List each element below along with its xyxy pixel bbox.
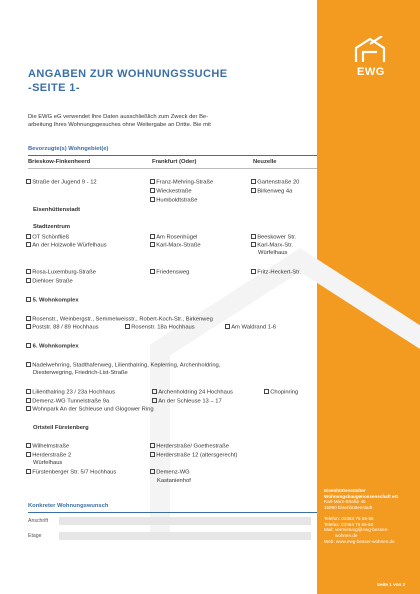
option-row[interactable]: Humboldtstraße [150,197,197,205]
column-heading-rule [28,168,317,169]
contact-web: Web: www.ewg-besser-wohnen.de [324,538,395,544]
option-continuation: Würfelhaus [258,250,288,256]
intro-text [28,113,313,129]
checkbox[interactable] [150,242,155,247]
contact-block [324,488,416,544]
stadtzentrum-heading: Stadtzentrum [33,224,71,230]
option-row[interactable]: Birkenweg 4a [251,188,292,196]
intro-line1: Die EWG eG verwendet Ihre Daten ausschließlich zum Zweck der Be- [28,114,209,120]
checkbox[interactable] [26,324,31,329]
checkbox[interactable] [26,242,31,247]
option-row[interactable]: Demenz-WG Tunnelstraße 9a [26,398,109,406]
page-title-line2: -SEITE 1- [28,82,80,94]
page-title-line1: ANGABEN ZUR WOHNUNGSSUCHE [28,68,228,80]
checkbox[interactable] [26,269,31,274]
checkbox[interactable] [26,343,31,348]
wk5-heading-row[interactable] [26,297,79,305]
option-row[interactable]: Poststr. 88 / 89 Hochhaus [26,324,99,332]
checkbox[interactable] [26,179,31,184]
wk6-heading-row[interactable] [26,343,79,351]
option-continuation: Würfelhaus [33,460,63,466]
checkbox[interactable] [26,469,31,474]
contact-mail-line1: Mail: vermietung@ewg-bessen- [324,527,389,533]
option-row[interactable]: Rosenstr., Weinbergstr., Semmelweisstr., Robert-Koch-Str., Birkenweg [26,316,213,324]
checkbox[interactable] [152,389,157,394]
checkbox[interactable] [251,269,256,274]
option-row[interactable]: Fritz-Heckert-Str. [251,269,301,277]
anschrift-label: Anschrift [28,518,49,524]
contact-fax: Telefax: 03364 75 55-60 [324,521,374,527]
anschrift-field[interactable] [59,517,311,525]
areas-heading: Bevorzugte(s) Wohngebiet(e) [28,146,109,152]
checkbox[interactable] [251,179,256,184]
wish-heading: Konkreter Wohnungswunsch [28,503,109,509]
option-row[interactable]: Gartenstraße 20 [251,179,299,187]
checkbox[interactable] [26,278,31,283]
option-row[interactable]: Wohnpark An der Schleuse und Glogower Ring [26,406,154,414]
option-row[interactable]: Herderstraße/ Goethestraße [150,443,229,451]
option-continuation: Diesterwegring, Friedrich-List-Straße [33,370,128,376]
checkbox[interactable] [251,242,256,247]
option-row[interactable]: OT Schönfließ [26,234,69,242]
etage-field[interactable] [59,532,311,540]
option-row[interactable]: An der Holzwolle Würfelhaus [26,242,107,250]
etage-label: Etage [28,533,42,539]
option-continuation: Kastanienhof [157,478,191,484]
checkbox[interactable] [26,234,31,239]
checkbox[interactable] [26,406,31,411]
option-row[interactable]: Franz-Mehring-Straße [150,179,213,187]
checkbox[interactable] [26,398,31,403]
intro-line2: arbeitung Ihres Wohnungsgesuches ohne Weitergabe an Dritte. Bie mit [28,122,211,129]
option-row[interactable]: Fürstenberger Str. 5/7 Hochhaus [26,469,116,477]
checkbox[interactable] [264,389,269,394]
checkbox[interactable] [26,443,31,448]
page-number: Seite 1 von 2 [377,582,406,587]
checkbox[interactable] [150,469,155,474]
contact-mail-line2: wohnen.de [335,532,358,538]
checkbox[interactable] [251,188,256,193]
option-row[interactable]: Nadelwehrring, Stadthafenweg, Lilienthalring, Keplerring, Archenholdring, [26,362,220,370]
contact-name-line1: Eisenhüttenstädter [324,488,366,493]
areas-heading-rule [28,155,317,156]
eisenhuettenstadt-heading: Eisenhüttenstadt [33,207,81,213]
option-row[interactable]: Chopinring [264,389,298,397]
wk6-heading: 6. Wohnkomplex [32,343,79,350]
option-row[interactable]: Diehloer Straße [26,278,73,286]
option-row[interactable]: Straße der Jugend 9 - 12 [26,179,97,187]
contact-name-line2: Wohnungsbaugenossenschaft eG [324,493,399,499]
checkbox[interactable] [251,234,256,239]
checkbox[interactable] [225,324,230,329]
option-row[interactable]: Karl-Marx-Straße [150,242,201,250]
option-row[interactable]: Demenz-WG [150,469,190,477]
option-row[interactable]: Herderstraße 12 (altersgerecht) [150,452,237,460]
wish-heading-rule [28,512,317,513]
checkbox[interactable] [150,443,155,448]
checkbox[interactable] [26,389,31,394]
checkbox[interactable] [150,452,155,457]
option-row[interactable]: Wieckestraße [150,188,192,196]
option-row[interactable]: Rosenstr. 18a Hochhaus [125,324,195,332]
brieskow-heading: Brieskow-Finkenheerd [28,159,91,165]
checkbox[interactable] [26,452,31,457]
contact-city: 15890 Eisenhüttenstadt [324,505,373,511]
checkbox[interactable] [26,362,31,367]
checkbox[interactable] [150,179,155,184]
ewg-house-logo-icon [352,36,388,64]
ewg-logo-text: EWG [357,66,385,78]
option-row[interactable]: Archenholdring 24 Hochhaus [152,389,233,397]
wk5-heading: 5. Wohnkomplex [32,297,79,304]
option-row[interactable]: Herderstraße 2 [26,452,71,460]
checkbox[interactable] [150,197,155,202]
fuerstenberg-heading: Ortsteil Fürstenberg [33,425,89,431]
page-title [28,67,227,95]
option-row[interactable]: Friedensweg [150,269,189,277]
option-row[interactable]: Karl-Marx-Str. [251,242,293,250]
checkbox[interactable] [150,234,155,239]
checkbox[interactable] [152,398,157,403]
option-row[interactable]: Lilienthalring 23 / 23a Hochhaus [26,389,115,397]
checkbox[interactable] [150,269,155,274]
frankfurt-heading: Frankfurt (Oder) [152,159,197,165]
option-row[interactable]: An der Schleuse 13 – 17 [152,398,222,406]
option-row[interactable]: Rosa-Luxemburg-Straße [26,269,96,277]
option-row[interactable]: Am Rosenhügel [150,234,197,242]
option-row[interactable]: Wilhelmstraße [26,443,69,451]
checkbox[interactable] [125,324,130,329]
option-row[interactable]: Beeskower Str. [251,234,296,242]
contact-street: Karl-Marx-Straße 45 [324,499,366,505]
checkbox[interactable] [26,297,31,302]
neuzelle-heading: Neuzelle [253,159,277,165]
option-row[interactable]: Am Waldrand 1-6 [225,324,276,332]
contact-phone: Telefon: 03364 75 55-55 [324,515,374,521]
checkbox[interactable] [26,316,31,321]
checkbox[interactable] [150,188,155,193]
